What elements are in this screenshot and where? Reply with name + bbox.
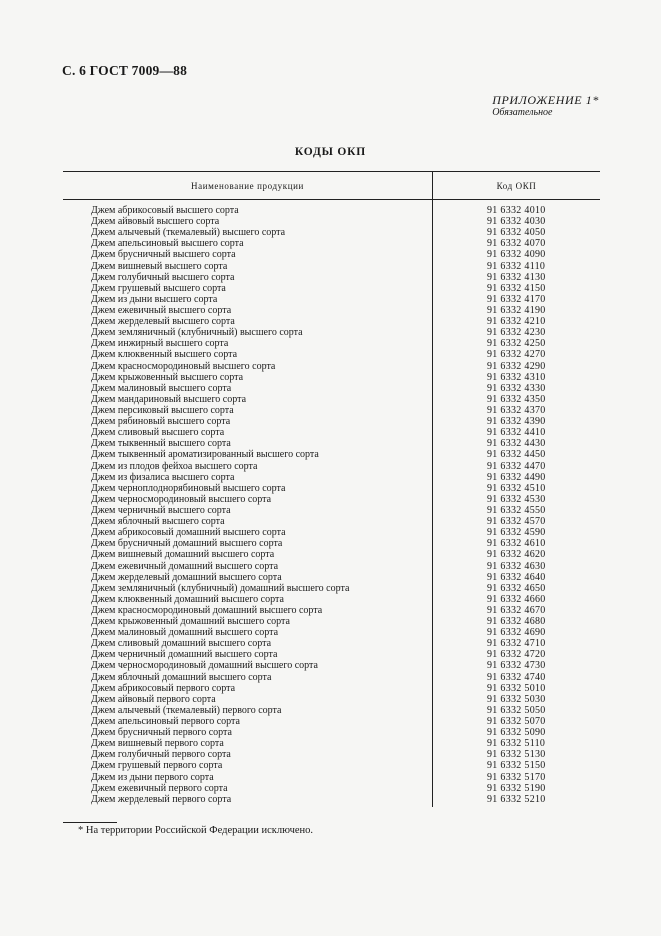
table-row-name: Джем тыквенный ароматизированный высшего сорта: [91, 449, 319, 461]
table-row-name: Джем брусничный высшего сорта: [91, 249, 236, 261]
okp-code-column: [433, 200, 600, 807]
table-row-code: 91 6332 4190: [487, 304, 546, 316]
table-row-name: Джем вишневый высшего сорта: [91, 260, 228, 272]
table-row-name: Джем айвовый высшего сорта: [91, 216, 220, 228]
table-row-code: 91 6332 5070: [487, 716, 546, 728]
table-row-name: Джем апельсиновый высшего сорта: [91, 238, 244, 250]
table-row-code: 91 6332 4550: [487, 504, 546, 516]
column-header-code: Код ОКП: [496, 180, 537, 191]
table-row-code: 91 6332 4510: [487, 482, 546, 494]
table-row-code: 91 6332 4590: [487, 527, 546, 539]
table-row-code: 91 6332 4270: [487, 349, 546, 361]
table-row-name: Джем ежевичный домашний высшего сорта: [91, 560, 279, 572]
table-row-code: 91 6332 4570: [487, 516, 546, 528]
table-row-code: 91 6332 5030: [487, 693, 546, 705]
table-row-name: Джем грушевый первого сорта: [91, 760, 223, 772]
table-row-name: Джем абрикосовый первого сорта: [91, 682, 236, 694]
table-row-name: Джем черносмородиновый высшего сорта: [91, 493, 272, 505]
table-row-code: 91 6332 4630: [487, 560, 546, 572]
table-row-name: Джем жерделевый первого сорта: [91, 793, 232, 805]
table-row-name: Джем клюквенный домашний высшего сорта: [91, 593, 284, 605]
table-row-name: Джем черничный домашний высшего сорта: [91, 649, 278, 661]
table-row-code: 91 6332 4530: [487, 493, 546, 505]
table-row-code: 91 6332 4350: [487, 393, 546, 405]
product-name-column: [63, 200, 433, 807]
table-row-code: 91 6332 4170: [487, 293, 546, 305]
table-row-name: Джем черничный высшего сорта: [91, 504, 231, 516]
table-row-code: 91 6332 5090: [487, 727, 546, 739]
table-row-code: 91 6332 4730: [487, 660, 546, 672]
table-row-code: 91 6332 4210: [487, 316, 546, 328]
table-row-code: 91 6332 4430: [487, 438, 546, 450]
table-row-code: 91 6332 4660: [487, 593, 546, 605]
table-row-name: Джем алычевый (ткемалевый) первого сорта: [91, 704, 282, 716]
table-row-code: 91 6332 4370: [487, 404, 546, 416]
table-row-code: 91 6332 4230: [487, 327, 546, 339]
appendix-title: ПРИЛОЖЕНИЕ 1*: [492, 93, 599, 107]
table-row-name: Джем из плодов фейхоа высшего сорта: [91, 460, 258, 472]
table-row-name: Джем жерделевый домашний высшего сорта: [91, 571, 282, 583]
table-row-code: 91 6332 4130: [487, 271, 546, 283]
table-row-name: Джем малиновый высшего сорта: [91, 382, 232, 394]
table-header: [63, 171, 600, 200]
column-header-name: Наименование продукции: [63, 172, 433, 199]
table-row-name: Джем рябиновый высшего сорта: [91, 416, 231, 428]
table-row-code: 91 6332 4670: [487, 604, 546, 616]
table-row-code: 91 6332 4030: [487, 216, 546, 228]
table-row-code: 91 6332 4680: [487, 616, 546, 628]
table-row-name: Джем красносмородиновый домашний высшего сорта: [91, 604, 323, 616]
page-header: С. 6 ГОСТ 7009—88: [62, 63, 188, 78]
table-row-code: 91 6332 4310: [487, 371, 546, 383]
table-row-code: 91 6332 5130: [487, 749, 546, 761]
table-row-code: 91 6332 4640: [487, 571, 546, 583]
table-row-name: Джем красносмородиновый высшего сорта: [91, 360, 276, 372]
table-row-name: Джем сливовый домашний высшего сорта: [91, 638, 272, 650]
table-row-name: Джем ежевичный высшего сорта: [91, 304, 232, 316]
table-row-name: Джем яблочный домашний высшего сорта: [91, 671, 272, 683]
table-row-code: 91 6332 4330: [487, 382, 546, 394]
table-row-name: Джем вишневый первого сорта: [91, 738, 224, 750]
table-row-name: Джем персиковый высшего сорта: [91, 404, 234, 416]
table-row-code: 91 6332 5110: [487, 738, 546, 750]
codes-table: [63, 171, 600, 807]
document-title: КОДЫ ОКП: [294, 146, 367, 158]
table-row-code: 91 6332 4150: [487, 282, 546, 294]
table-row-code: 91 6332 4490: [487, 471, 546, 483]
table-row-name: Джем сливовый высшего сорта: [91, 427, 225, 439]
table-row-name: Джем ежевичный первого сорта: [91, 782, 228, 794]
table-row-code: 91 6332 4650: [487, 582, 546, 594]
table-row-name: Джем голубичный первого сорта: [91, 749, 231, 761]
table-row-code: 91 6332 4470: [487, 460, 546, 472]
table-row-code: 91 6332 4610: [487, 538, 546, 550]
table-row-name: Джем жерделевый высшего сорта: [91, 316, 235, 328]
table-row-code: 91 6332 5170: [487, 771, 546, 783]
table-row-name: Джем инжирный высшего сорта: [91, 338, 229, 350]
table-row-name: Джем из дыни первого сорта: [91, 771, 214, 783]
table-row-code: 91 6332 4390: [487, 416, 546, 428]
table-row-code: 91 6332 4620: [487, 549, 546, 561]
table-row-code: 91 6332 5150: [487, 760, 546, 772]
footnote-divider: [63, 822, 117, 823]
table-row-name: Джем земляничный (клубничный) домашний высшего сорта: [91, 582, 350, 594]
table-row-code: 91 6332 4450: [487, 449, 546, 461]
table-row-name: Джем мандариновый высшего сорта: [91, 393, 247, 405]
table-row-code: 91 6332 4110: [487, 260, 546, 272]
table-row-code: 91 6332 5190: [487, 782, 546, 794]
table-row-name: Джем апельсиновый первого сорта: [91, 716, 240, 728]
table-row-name: Джем грушевый высшего сорта: [91, 282, 226, 294]
table-row-code: 91 6332 4070: [487, 238, 546, 250]
table-row-code: 91 6332 4740: [487, 671, 546, 683]
table-row-code: 91 6332 4290: [487, 360, 546, 372]
table-row-name: Джем алычевый (ткемалевый) высшего сорта: [91, 227, 286, 239]
table-row-name: Джем из физалиса высшего сорта: [91, 471, 235, 483]
table-row-name: Джем из дыни высшего сорта: [91, 293, 218, 305]
table-row-name: Джем брусничный первого сорта: [91, 727, 232, 739]
table-row-name: Джем крыжовенный домашний высшего сорта: [91, 616, 290, 628]
table-row-name: Джем абрикосовый высшего сорта: [91, 205, 239, 216]
table-row-code: 91 6332 4090: [487, 249, 546, 261]
table-row-code: 91 6332 4250: [487, 338, 546, 350]
appendix-label: [492, 94, 599, 118]
table-row-code: 91 6332 5010: [487, 682, 546, 694]
table-row-name: Джем брусничный домашний высшего сорта: [91, 538, 283, 550]
table-row-name: Джем черносмородиновый домашний высшего сорта: [91, 660, 318, 672]
table-row-code: 91 6332 4710: [487, 638, 546, 650]
table-row-name: Джем черноплоднорябиновый высшего сорта: [91, 482, 286, 494]
table-row-code: 91 6332 4720: [487, 649, 546, 661]
table-row-code: 91 6332 4410: [487, 427, 546, 439]
table-row-name: Джем клюквенный высшего сорта: [91, 349, 238, 361]
table-row-code: 91 6332 4050: [487, 227, 546, 239]
table-row-code: 91 6332 4690: [487, 627, 546, 639]
table-row-name: Джем вишневый домашний высшего сорта: [91, 549, 275, 561]
table-row-name: Джем голубичный высшего сорта: [91, 271, 235, 283]
table-row-name: Джем айвовый первого сорта: [91, 693, 216, 705]
table-body: [63, 200, 600, 807]
table-row-name: Джем крыжовенный высшего сорта: [91, 371, 244, 383]
table-row-code: 91 6332 5050: [487, 704, 546, 716]
table-row-name: Джем земляничный (клубничный) высшего сорта: [91, 327, 303, 339]
table-row-code: 91 6332 5210: [487, 793, 546, 805]
appendix-note: Обязательное: [492, 107, 553, 118]
table-row-name: Джем абрикосовый домашний высшего сорта: [91, 527, 286, 539]
footnote: * На территории Российской Федерации исключено.: [78, 825, 314, 836]
table-row-name: Джем яблочный высшего сорта: [91, 516, 225, 528]
table-row-code: 91 6332 4010: [487, 205, 546, 216]
table-row-name: Джем тыквенный высшего сорта: [91, 438, 231, 450]
table-row-name: Джем малиновый домашний высшего сорта: [91, 627, 279, 639]
